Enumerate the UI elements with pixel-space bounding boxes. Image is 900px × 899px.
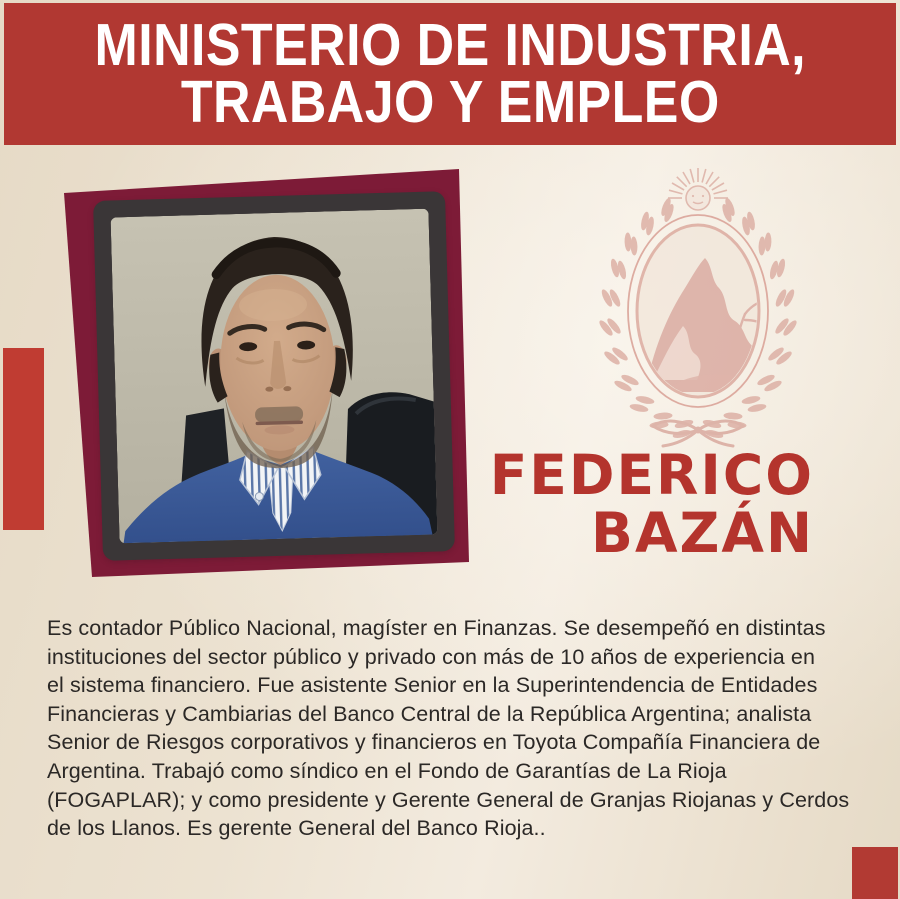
bio-line: Senior de Riesgos corporativos y financieros en Toyota Compañía Financiera de xyxy=(47,730,821,755)
bio-line: (FOGAPLAR); y como presidente y Gerente General de Granjas Riojanas y Cerdos xyxy=(47,787,850,812)
collar-button xyxy=(255,492,263,500)
header-title-line2: TRABAJO Y EMPLEO xyxy=(180,69,720,135)
biography xyxy=(47,614,879,843)
left-accent-bar xyxy=(3,348,44,530)
bottom-right-accent-bar xyxy=(852,847,898,899)
person-last-name: BAZÁN xyxy=(591,501,814,565)
bio-line: de los Llanos. Es gerente General del Banco Rioja.. xyxy=(47,816,546,841)
header-title xyxy=(94,12,806,135)
mouth xyxy=(257,422,301,423)
sun-icon xyxy=(668,168,728,210)
coat-of-arms-icon xyxy=(593,168,807,453)
bio-line: Financieras y Cambiarias del Banco Central de la República Argentina; analista xyxy=(47,701,812,726)
header-banner xyxy=(4,3,896,145)
person-name xyxy=(489,443,814,565)
photo-frame xyxy=(93,191,455,561)
coat-of-arms-illustration xyxy=(593,168,807,453)
portrait-illustration xyxy=(111,209,438,544)
bio-line: Es contador Público Nacional, magíster en Finanzas. Se desempeñó en distintas xyxy=(47,616,826,640)
bio-line: instituciones del sector público y privado con más de 10 años de experiencia en xyxy=(47,644,816,669)
portrait-photo xyxy=(111,209,438,544)
bio-line: el sistema financiero. Fue asistente Senior en la Superintendencia de Entidades xyxy=(47,673,818,698)
person-first-name: FEDERICO xyxy=(489,443,814,507)
ribbon-knot xyxy=(695,427,702,434)
header-title-line1: MINISTERIO DE INDUSTRIA, xyxy=(94,12,806,78)
photo-card xyxy=(58,158,476,586)
mustache xyxy=(255,406,303,422)
bio-line: Argentina. Trabajó como síndico en el Fondo de Garantías de La Rioja xyxy=(47,758,727,783)
